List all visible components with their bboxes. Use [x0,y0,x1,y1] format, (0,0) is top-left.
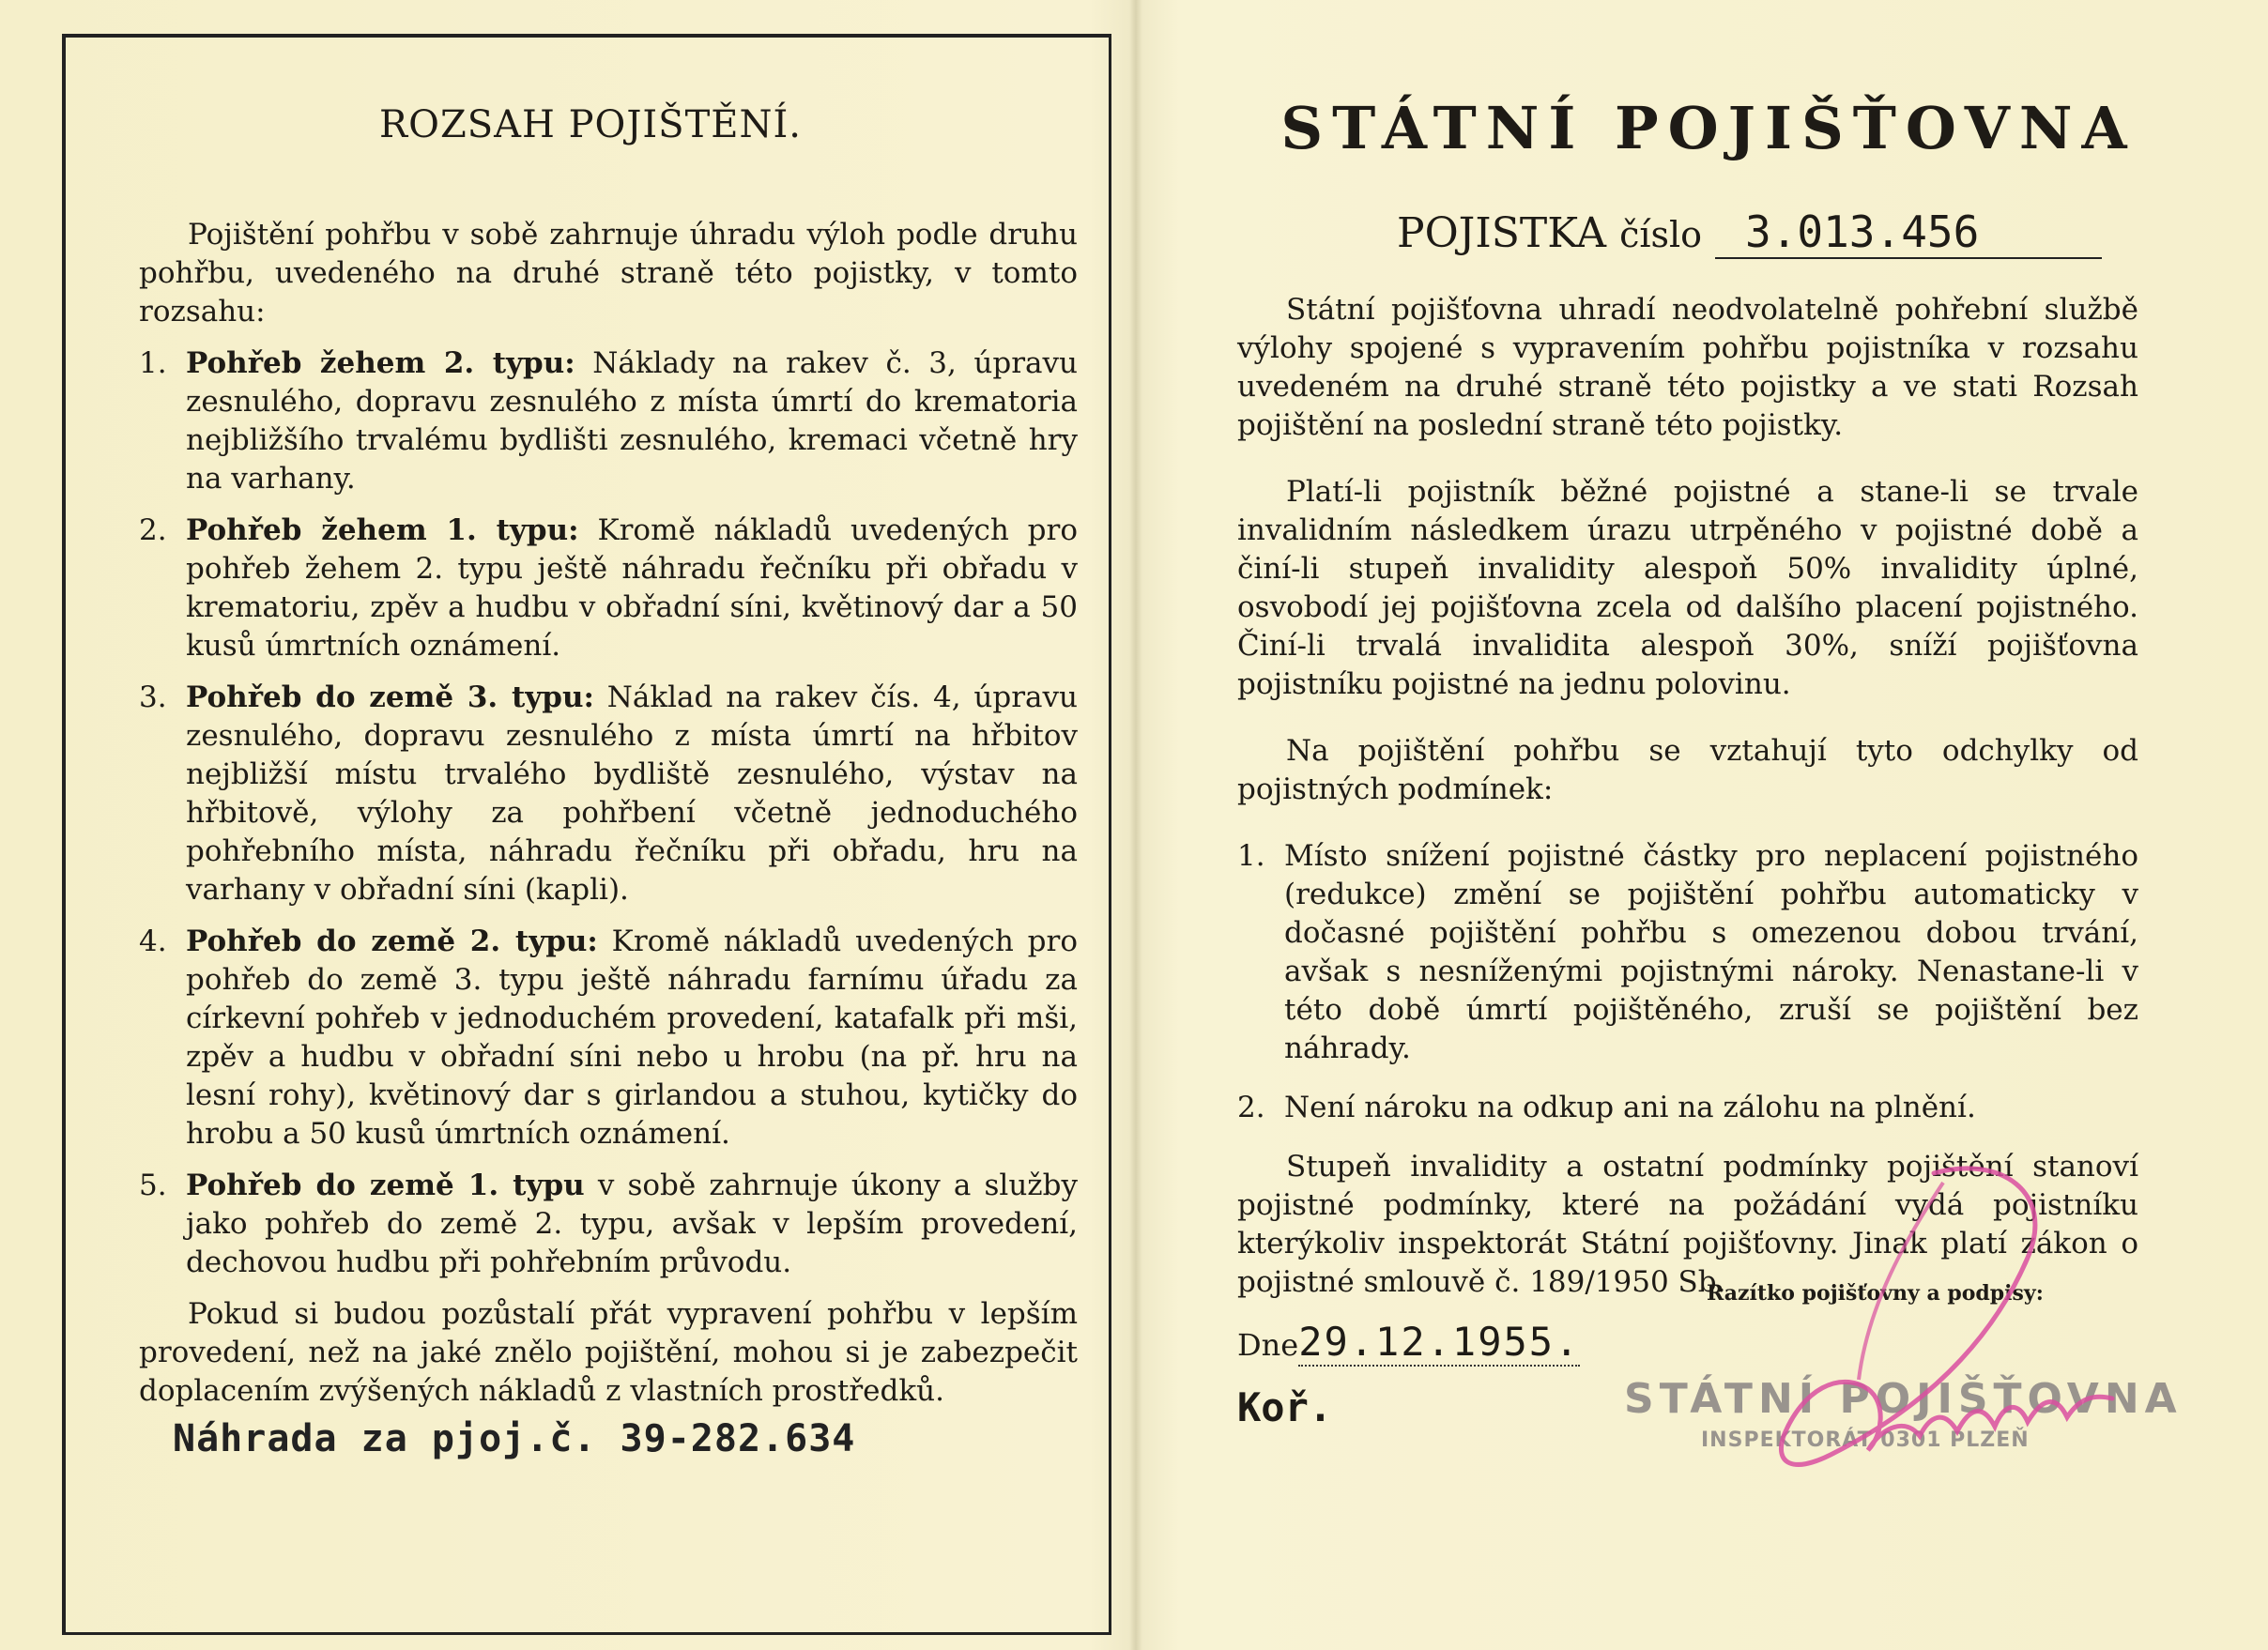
date-value: 29.12.1955. [1298,1319,1581,1365]
item-heading: Pohřeb žehem 2. typu: [186,346,575,380]
paragraph: Na pojištění pohřbu se vztahují tyto odchylky od pojistných podmínek: [1237,734,2138,806]
left-page-frame [62,34,1111,1635]
left-page-text [139,216,1078,1424]
closing-paragraph: Pokud si budou pozůstalí přát vypravení pohřbu v lepším provedení, než na jaké znělo pojištění, mohou si je zabezpečit doplacením zvýšených nákladů z vlastních prostředků. [139,1297,1078,1408]
right-page-title: STÁTNÍ POJIŠŤOVNA [1280,94,2137,162]
item-heading: Pohřeb do země 2. typu: [186,924,598,958]
list-item [139,512,1078,665]
list-item [139,1167,1078,1282]
policy-cislo-label: číslo [1619,214,1703,255]
page-fold [1129,0,1142,1650]
item-text: Místo snížení pojistné částky pro neplacení pojistného (redukce) změní se pojištění pohřbu automaticky v dočasné pojištění pohřbu s omezenou dobou trvání, avšak s nesníženými pojistnými nároky. Nenastane-li v této době úmrtí pojištěného, zruší se pojištění bez náhrady. [1284,839,2138,1065]
policy-number: 3.013.456 [1715,206,2102,259]
handwritten-signature [1718,1154,2168,1492]
item-heading: Pohřeb do země 3. typu: [186,680,594,714]
list-item [1237,837,2138,1068]
policy-number-line [1397,206,2102,259]
left-page-title: ROZSAH POJIŠTĚNÍ. [379,103,802,146]
paragraph: Platí-li pojistník běžné pojistné a stane-li se trvale invalidním následkem úrazu utrpěného v pojistné době a činí-li stupeň invalidity alespoň 50% invalidity úplné, osvobodí jej pojišťovna zcela od dalšího placení pojistného. Činí-li trvalá invalidita alespoň 30%, sníží pojišťovna pojistníku pojistné na jednu polovinu. [1237,475,2138,701]
list-item [139,344,1078,498]
item-number: 1. [139,346,167,380]
list-item [1237,1089,2138,1127]
item-text: Kromě nákladů uvedených pro pohřeb do země 3. typu ještě náhradu farnímu úřadu za církevní pohřeb v jednoduchém provedení, katafalk při mši, zpěv a hudbu v obřadní síni nebo u hrobu (na př. hru na lesní rohy), květinový dar s girlandou a stuhou, kytičky do hrobu a 50 kusů úmrtních oznámení. [186,924,1079,1151]
date-line [1237,1319,1580,1365]
item-text: Náklady na rakev č. 3, úpravu zesnulého, dopravu zesnulého z místa úmrtí do krematoria nejbližšího trvalému bydlišti zesnulého, kremaci včetně hry na varhany. [186,346,1079,496]
item-text: Není nároku na odkup ani na zálohu na plnění. [1284,1091,1976,1124]
item-heading: Pohřeb do země 1. typu [186,1169,585,1202]
list-item [139,923,1078,1153]
item-heading: Pohřeb žehem 1. typu: [186,513,579,547]
item-number: 2. [1237,1091,1265,1124]
item-text: Kromě nákladů uvedených pro pohřeb žehem 2. typu ještě náhradu řečníku při obřadu v krematoriu, zpěv a hudbu v obřadní síni, květinový dar a 50 kusů úmrtních oznámení. [186,513,1078,663]
list-item [139,679,1078,909]
item-text: v sobě zahrnuje úkony a služby jako pohřeb do země 2. typu, avšak v lepším provedení, dechovou hudbu při pohřebním průvodu. [186,1169,1078,1279]
stamp-line-1: STÁTNÍ POJIŠŤOVNA [1624,1375,2183,1423]
stamp-signature-label: Razítko pojišťovny a podpisy: [1707,1281,2044,1306]
paragraph: Státní pojišťovna uhradí neodvolatelně pohřební službě výlohy spojené s vypravením pohřbu pojistníka v rozsahu uvedeném na druhé straně této pojistky a ve stati Rozsah pojištění na poslední straně této pojistky. [1237,293,2138,442]
typed-initials: Koř. [1237,1384,1333,1430]
item-number: 5. [139,1169,167,1202]
intro-paragraph: Pojištění pohřbu v sobě zahrnuje úhradu výloh podle druhu pohřbu, uvedeného na druhé straně této pojistky, v tomto rozsahu: [139,218,1078,328]
date-label: Dne [1237,1327,1299,1363]
item-number: 3. [139,680,167,714]
item-number: 1. [1237,839,1265,873]
item-number: 4. [139,924,167,958]
typed-replacement-note: Náhrada za pjoj.č. 39-282.634 [173,1417,856,1460]
policy-label: POJISTKA [1397,209,1607,257]
item-text: Náklad na rakev čís. 4, úpravu zesnulého, dopravu zesnulého z místa úmrtí na hřbitov nejbližší místu trvalého bydliště zesnulého, výstav na hřbitově, výlohy za pohřbení včetně jednoduchého pohřebního místa, náhradu řečníku při obřadu, hru na varhany v obřadní síni (kapli). [186,680,1078,907]
item-number: 2. [139,513,167,547]
stamp-line-2: INSPEKTORÁT 0301 PLZEŇ [1701,1428,2030,1452]
final-paragraph: Stupeň invalidity a ostatní podmínky pojištění stanoví pojistné podmínky, které na požádání vydá pojistníku kterýkoliv inspektorát Státní pojišťovny. Jinak platí zákon o pojistné smlouvě č. 189/1950 Sb. [1237,1150,2138,1299]
